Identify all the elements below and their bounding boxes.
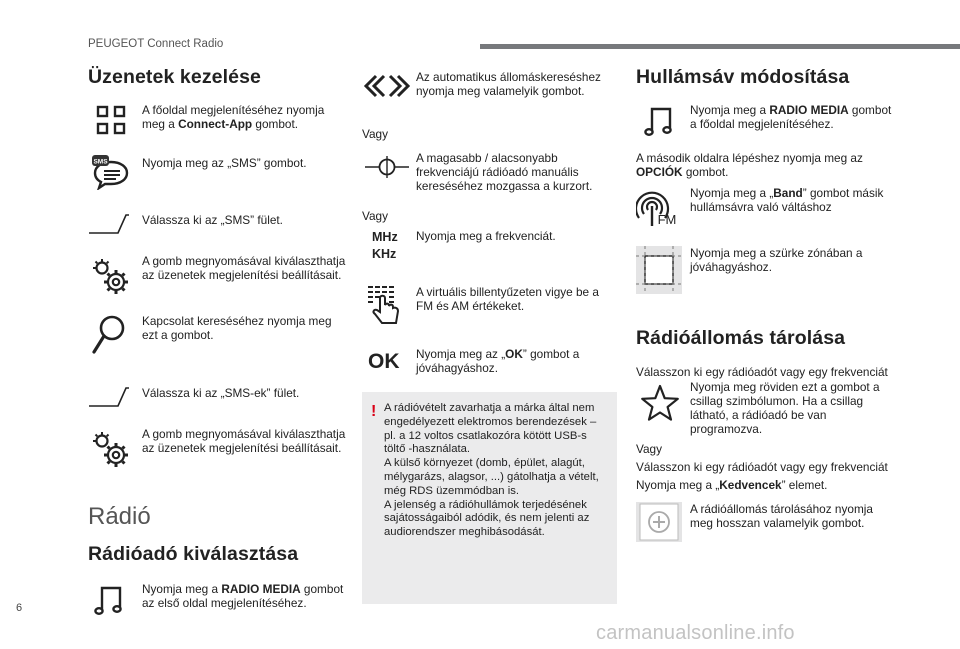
step-display-settings-1: A gomb megnyomásával kiválaszthatja az üzenetek megjelenítési beállításait. xyxy=(88,254,350,312)
tab-icon xyxy=(88,382,134,428)
tab-icon xyxy=(88,209,134,255)
svg-text:FM: FM xyxy=(657,212,677,227)
favourites-label: Kedvencek xyxy=(719,478,782,492)
grey-zone-icon xyxy=(636,246,682,292)
or-label-1: Vagy xyxy=(362,127,389,141)
radio-tuning-column xyxy=(362,70,618,395)
sms-bubble-icon xyxy=(88,152,134,198)
section-title-radio-select: Rádióadó kiválasztása xyxy=(88,543,299,565)
options-instruction: A második oldalra lépéshez nyomja meg az OPCIÓK gombot. xyxy=(636,151,863,179)
or-label-3: Vagy xyxy=(636,442,663,456)
step-radio-media-main: Nyomja meg a RADIO MEDIA gombot a főoldal megjelenítéséhez. xyxy=(636,103,898,151)
star-icon xyxy=(636,380,682,426)
settings-gears-icon xyxy=(88,254,134,300)
section-title-messages: Üzenetek kezelése xyxy=(88,66,261,88)
messages-column xyxy=(88,64,350,626)
music-note-icon xyxy=(636,103,682,149)
or-label-2: Vagy xyxy=(362,209,389,223)
music-note-icon xyxy=(88,582,134,628)
options-label: OPCIÓK xyxy=(636,165,683,179)
ok-icon: OK xyxy=(368,350,400,373)
warning-line-3: A jelenség a rádióhullámok terjedésének sajátosságaiból adódik, és nem jelenti az audiorendszer meghibásodását. xyxy=(384,498,590,539)
section-title-radio: Rádió xyxy=(88,503,151,530)
store-intro: Válasszon ki egy rádióadót vagy egy frekvenciát xyxy=(636,365,888,379)
radio-media-label: RADIO MEDIA xyxy=(769,103,849,117)
band-label: Band xyxy=(773,186,803,200)
running-header: PEUGEOT Connect Radio xyxy=(88,38,224,50)
section-title-store: Rádióállomás tárolása xyxy=(636,327,846,349)
grid-apps-icon xyxy=(88,103,134,149)
select-station-line: Válasszon ki egy rádióadót vagy egy frekvenciát xyxy=(636,460,888,474)
radio-media-label: RADIO MEDIA xyxy=(221,582,301,596)
ok-label: OK xyxy=(505,347,523,361)
fm-band-icon xyxy=(636,186,682,232)
step-virtual-keypad: A virtuális billentyűzeten vigye be a FM és AM értékeket. xyxy=(362,283,618,345)
step-ok: OK Nyomja meg az „OK” gombot a jóváhagyáshoz. xyxy=(362,345,618,395)
band-column xyxy=(636,64,898,552)
step-sms-tab: Válassza ki az „SMS” fület. xyxy=(88,209,350,254)
seek-arrows-icon xyxy=(362,70,408,116)
step-contact-search: Kapcsolat kereséséhez nyomja meg ezt a gombot. xyxy=(88,312,350,382)
search-icon xyxy=(88,312,134,358)
svg-text:SMS: SMS xyxy=(93,158,108,166)
step-grey-zone: Nyomja meg a szürke zónában a jóváhagyáshoz. xyxy=(636,246,898,318)
warning-icon: ! xyxy=(371,403,377,420)
step-connect-app: A főoldal megjelenítéséhez nyomja meg a Connect-App gombot. xyxy=(88,103,350,152)
connect-app-label: Connect-App xyxy=(178,117,253,131)
warning-line-1: A rádióvételt zavarhatja a márka által nem engedélyezett elektromos berendezések – pl. a 12 voltos csatlakozóra kötött USB-s töltő -használata. xyxy=(384,402,597,456)
favourites-instruction: Nyomja meg a „Kedvencek” elemet. xyxy=(636,478,828,492)
add-plus-icon xyxy=(636,502,682,548)
warning-note xyxy=(362,392,617,604)
step-radio-media: Nyomja meg a RADIO MEDIA gombot az első oldal megjelenítéséhez. xyxy=(88,582,350,626)
mhz-khz-icon: MHz KHz xyxy=(372,230,398,261)
header-rule xyxy=(480,44,960,49)
watermark: carmanualsonline.info xyxy=(596,622,795,644)
step-display-settings-2: A gomb megnyomásával kiválaszthatja az üzenetek megjelenítési beállításait. xyxy=(88,427,350,483)
warning-line-2: A külső környezet (domb, épület, alagút, mélygarázs, alagsor, ...) gátolhatja a vételt, még RDS üzemmódban is. xyxy=(384,457,599,497)
slider-cursor-icon xyxy=(362,151,408,197)
step-star: Nyomja meg röviden ezt a gombot a csillag szimbólumon. Ha a csillag látható, a rádióadó be van programozva. xyxy=(636,380,898,438)
section-title-band: Hullámsáv módosítása xyxy=(636,66,850,88)
step-auto-seek: Az automatikus állomáskereséshez nyomja meg valamelyik gombot. xyxy=(362,70,618,127)
step-smses-tab: Válassza ki az „SMS-ek” fület. xyxy=(88,382,350,427)
step-store-station: A rádióállomás tárolásához nyomja meg hosszan valamelyik gombot. xyxy=(636,502,898,552)
step-frequency: MHz KHz Nyomja meg a frekvenciát. xyxy=(362,227,618,283)
page-number: 6 xyxy=(16,602,23,614)
step-sms-button: SMS Nyomja meg az „SMS” gombot. xyxy=(88,152,350,209)
step-band: FM Nyomja meg a „Band” gombot másik hullámsávra való váltáshoz xyxy=(636,186,898,246)
keypad-hand-icon xyxy=(362,283,408,329)
step-manual-seek: A magasabb / alacsonyabb frekvenciájú rádióadó manuális kereséséhez mozgassa a kurzort. xyxy=(362,151,618,209)
settings-gears-icon xyxy=(88,427,134,473)
